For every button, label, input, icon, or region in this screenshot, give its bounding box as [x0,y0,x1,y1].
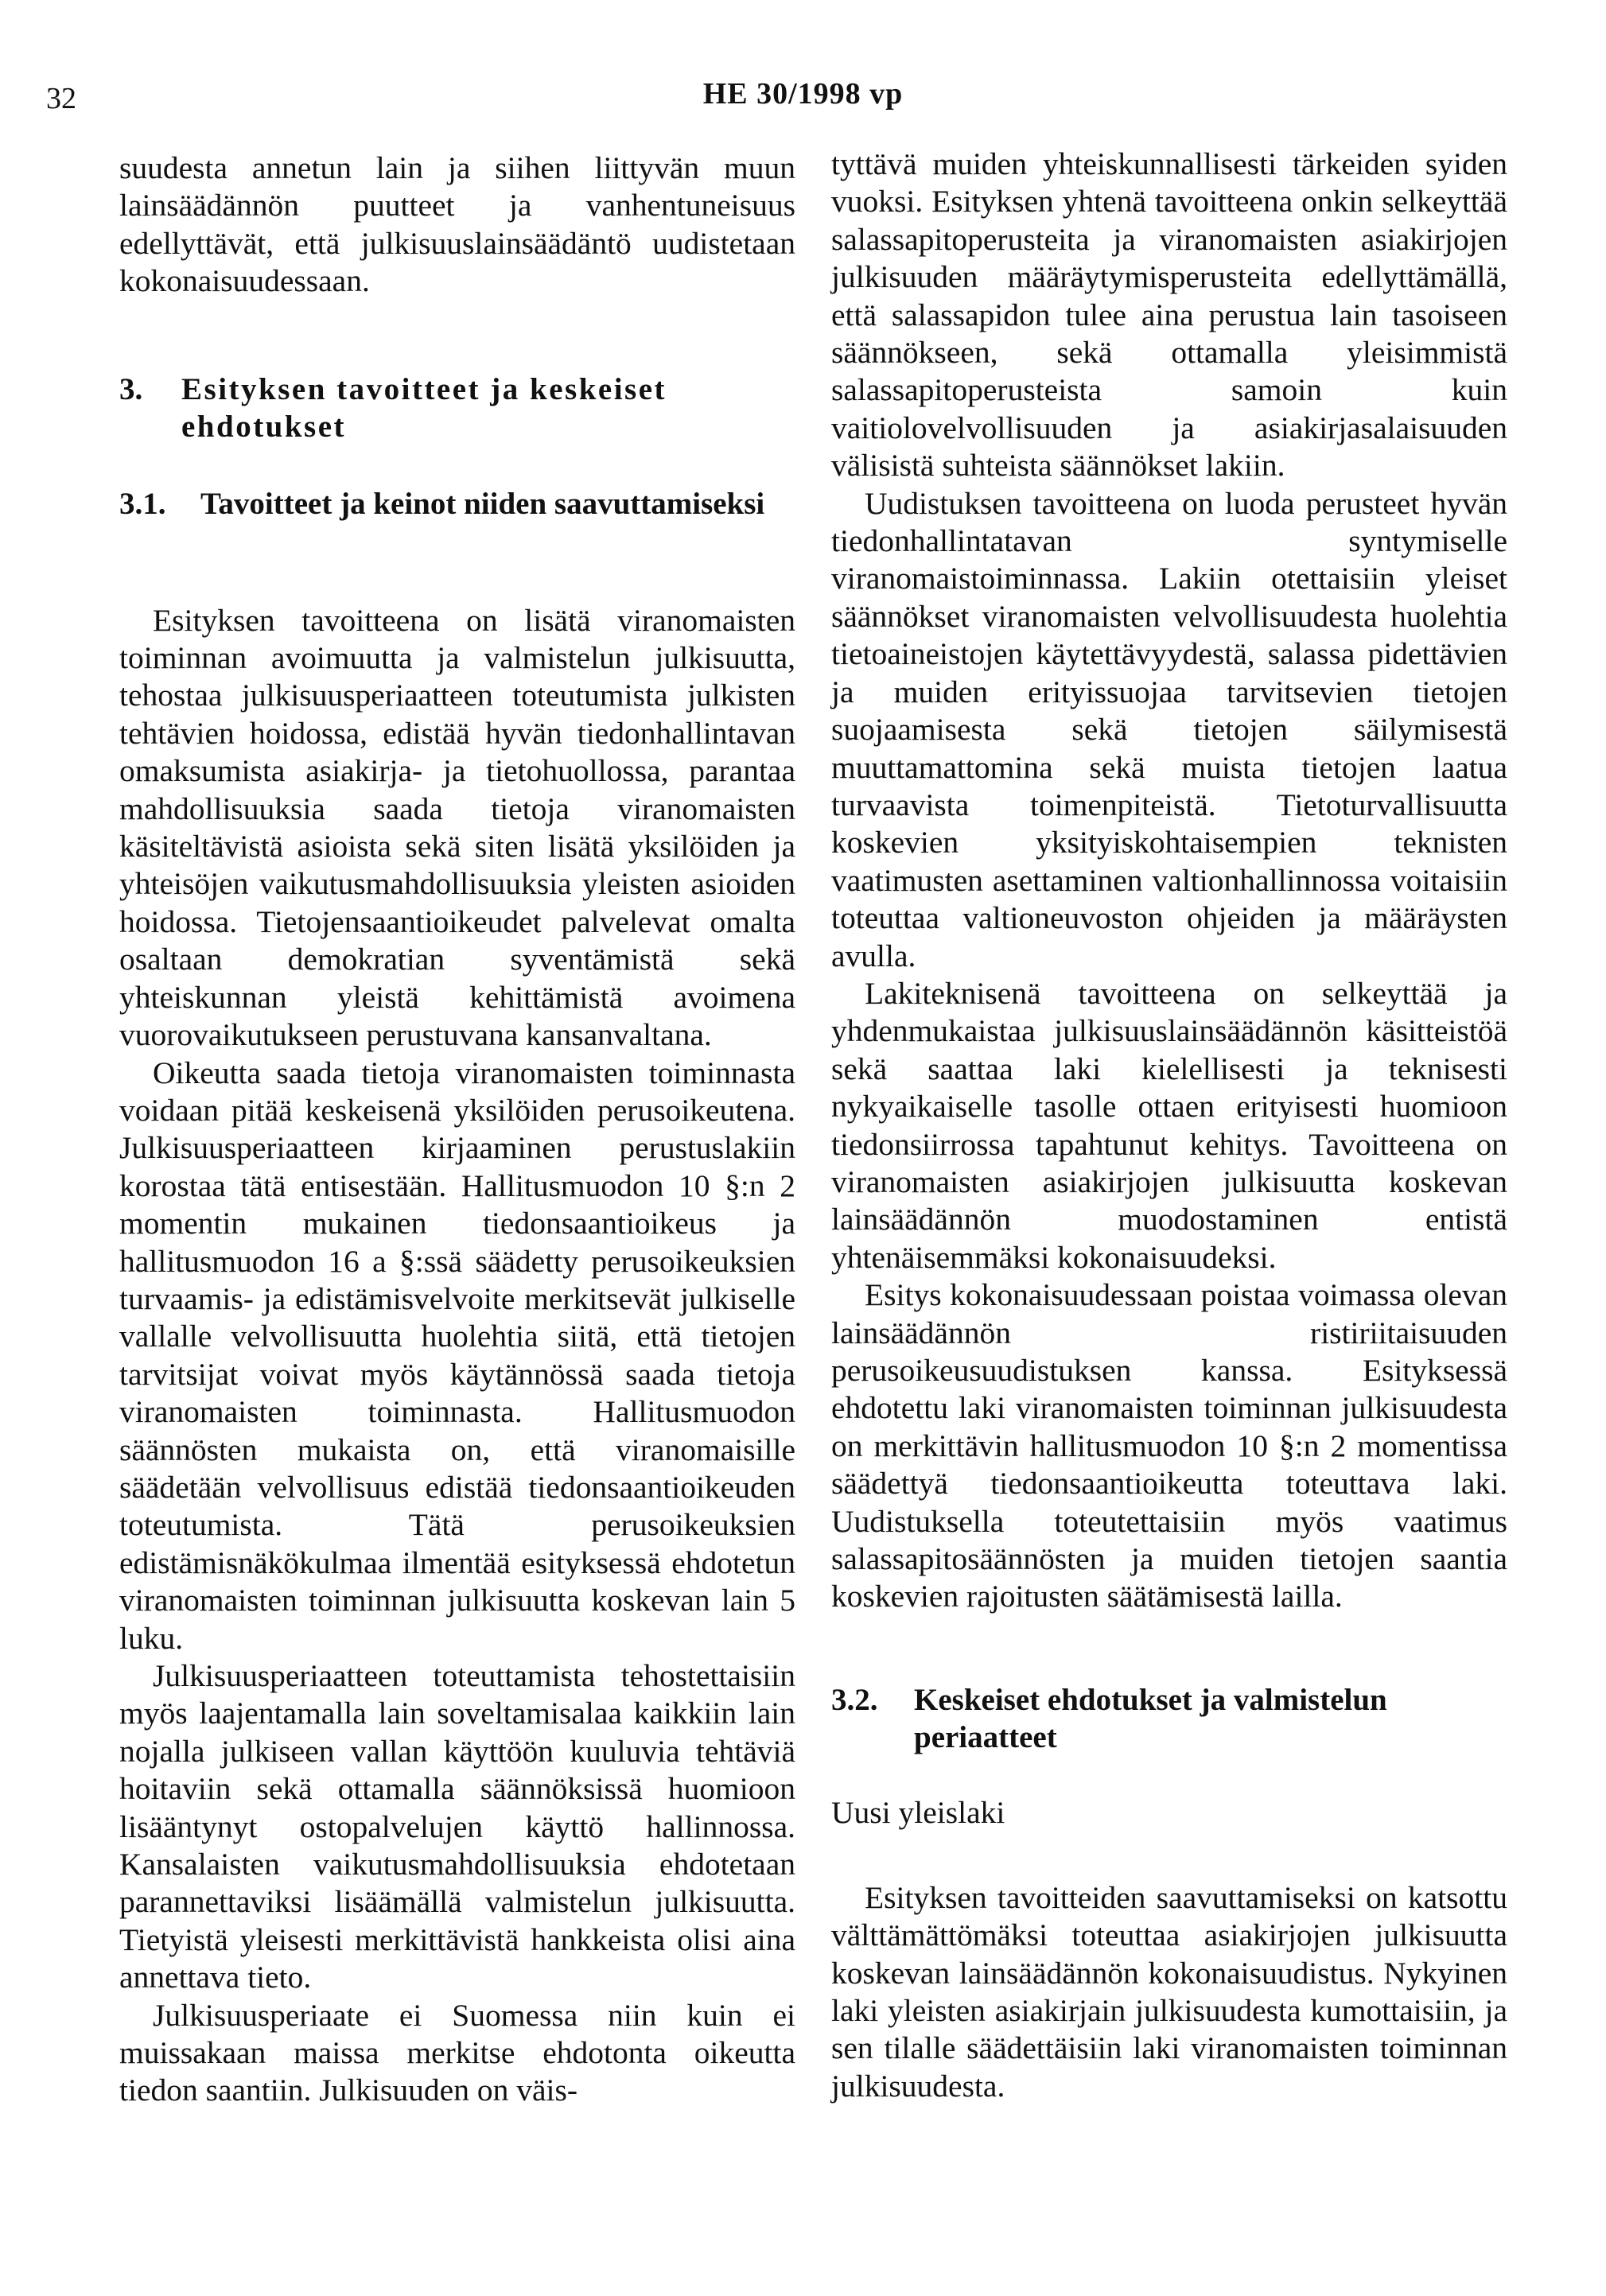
section-heading-3 [119,371,795,445]
paragraph: Uudistuksen tavoitteena on luoda perusteet hyvän tiedonhallintatavan syntymiselle viranomaistoiminnassa. Lakiin otettaisiin yleiset säännökset viranomaisten velvollisuudesta huolehtia tietoaineistojen käytettävyydestä, salassa pidettävien ja muiden erityissuojaa tarvitsevien tietojen suojaamisesta sekä tietojen säilymisestä muuttamattomina sekä muista tietojen laatua turvaavista toimenpiteistä. Tietoturvallisuutta koskevien yksityiskohtaisempien teknisten vaatimusten asettaminen valtionhallinnossa voitaisiin toteuttaa valtioneuvoston ohjeiden ja määräysten avulla. [831,485,1507,973]
paragraph: suudesta annetun lain ja siihen liittyvän muun lainsäädännön puutteet ja vanhentuneisuus edellyttävät, että julkisuuslainsäädäntö uudistetaan kokonaisuudessaan. [119,150,795,299]
paragraph: Esityksen tavoitteiden saavuttamiseksi on katsottu välttämättömäksi toteuttaa asiakirjojen julkisuutta koskevan lainsäädännön kokonaisuudistus. Nykyinen laki yleisten asiakirjain julkisuudesta kumottaisiin, ja sen tilalle säädettäisiin laki viranomaisten toiminnan julkisuudesta. [831,1879,1507,2104]
running-header: HE 30/1998 vp [702,77,904,111]
page-number: 32 [46,82,76,115]
paragraph: Lakiteknisenä tavoitteena on selkeyttää ja yhdenmukaistaa julkisuuslainsäädännön käsitteistöä sekä saattaa laki kielellisesti ja teknisesti nykyaikaiselle tasolle ottaen erityisesti huomioon tiedonsiirrossa tapahtunut kehitys. Tavoitteena on viranomaisten asiakirjojen julkisuutta koskevan lainsäädännön muodostaminen entistä yhtenäisemmäksi kokonaisuudeksi. [831,975,1507,1275]
paragraph: Julkisuusperiaatteen toteuttamista tehostettaisiin myös laajentamalla lain soveltamisalaa kaikkiin lain nojalla julkiseen vallan käyttöön kuuluvia tehtäviä hoitaviin sekä ottamalla säännöksissä huomioon lisääntynyt ostopalvelujen käyttö hallinnossa. Kansalaisten vaikutusmahdollisuuksia ehdotetaan parannettaviksi lisäämällä valmistelun julkisuutta. Tietyistä yleisesti merkittävistä hankkeista olisi aina annettava tieto. [119,1658,795,1995]
paragraph: Esityksen tavoitteena on lisätä viranomaisten toiminnan avoimuutta ja valmistelun julkisuutta, tehostaa julkisuusperiaatteen toteutumista julkisten tehtävien hoidossa, edistää hyvän tiedonhallintavan omaksumista asiakirja- ja tietohuollossa, parantaa mahdollisuuksia saada tietoja viranomaisten käsiteltävistä asioista sekä siten lisätä yksilöiden ja yhteisöjen vaikutusmahdollisuuksia yleisten asioiden hoidossa. Tietojensaantioikeudet palvelevat omalta osaltaan demokratian syventämistä sekä yhteiskunnan yleistä kehittämistä avoimena vuorovaikutukseen perustuvana kansanvaltana. [119,602,795,1053]
paragraph: Esitys kokonaisuudessaan poistaa voimassa olevan lainsäädännön ristiriitaisuuden perusoikeusuudistuksen kanssa. Esityksessä ehdotettu laki viranomaisten toiminnan julkisuudesta on merkittävin hallitusmuodon 10 §:n 2 momentissa säädettyä tiedonsaantioikeutta toteuttava laki. Uudistuksella toteutettaisiin myös vaatimus salassapitosäännösten ja muiden tietojen saantia koskevien rajoitusten säätämisestä lailla. [831,1277,1507,1614]
section-title: Esityksen tavoitteet ja keskeiset ehdotukset [181,371,667,444]
section-number: 3.1. [119,486,166,521]
paragraph: Oikeutta saada tietoja viranomaisten toiminnasta voidaan pitää keskeisenä yksilöiden perusoikeutena. Julkisuusperiaatteen kirjaaminen perustuslakiin korostaa tätä entisestään. Hallitusmuodon 10 §:n 2 momentin mukainen tiedonsaantioikeus ja hallitusmuodon 16 a §:ssä säädetty perusoikeuksien turvaamis- ja edistämisvelvoite merkitsevät julkiselle vallalle velvollisuutta huolehtia siitä, että tietojen tarvitsijat voivat myös käytännössä saada tietoja viranomaisten toiminnasta. Hallitusmuodon säännösten mukaista on, että viranomaisille säädetään velvollisuus edistää tiedonsaantioikeuden toteutumista. Tätä perusoikeuksien edistämisnäkökulmaa ilmentää esityksessä ehdotetun viranomaisten toiminnan julkisuutta koskevan lain 5 luku. [119,1055,795,1656]
paragraph: tyttävä muiden yhteiskunnallisesti tärkeiden syiden vuoksi. Esityksen yhtenä tavoitteena onkin selkeyttää salassapitoperusteita ja viranomaisten asiakirjojen julkisuuden määräytymisperusteita edellyttämällä, että salassapidon tulee aina perustua lain tasoiseen säännökseen, sekä ottamalla yleisimmistä salassapitoperusteista samoin kuin vaitiolovelvollisuuden ja asiakirjasalaisuuden välisistä suhteista säännökset lakiin. [831,146,1507,484]
section-number: 3.2. [831,1682,878,1717]
section-title: Keskeiset ehdotukset ja valmistelun periaatteet [914,1682,1387,1754]
section-title: Tavoitteet ja keinot niiden saavuttamiseksi [200,486,765,521]
left-column [119,150,795,2110]
right-column [831,146,1507,2105]
subheading: Uusi yleislaki [831,1794,1005,1830]
section-heading-3-1 [119,485,795,523]
section-heading-3-2 [831,1681,1507,1756]
paragraph: Julkisuusperiaate ei Suomessa niin kuin ei muissakaan maissa merkitse ehdotonta oikeutta tiedon saantiin. Julkisuuden on väis- [119,1997,795,2108]
section-number: 3. [119,371,143,406]
